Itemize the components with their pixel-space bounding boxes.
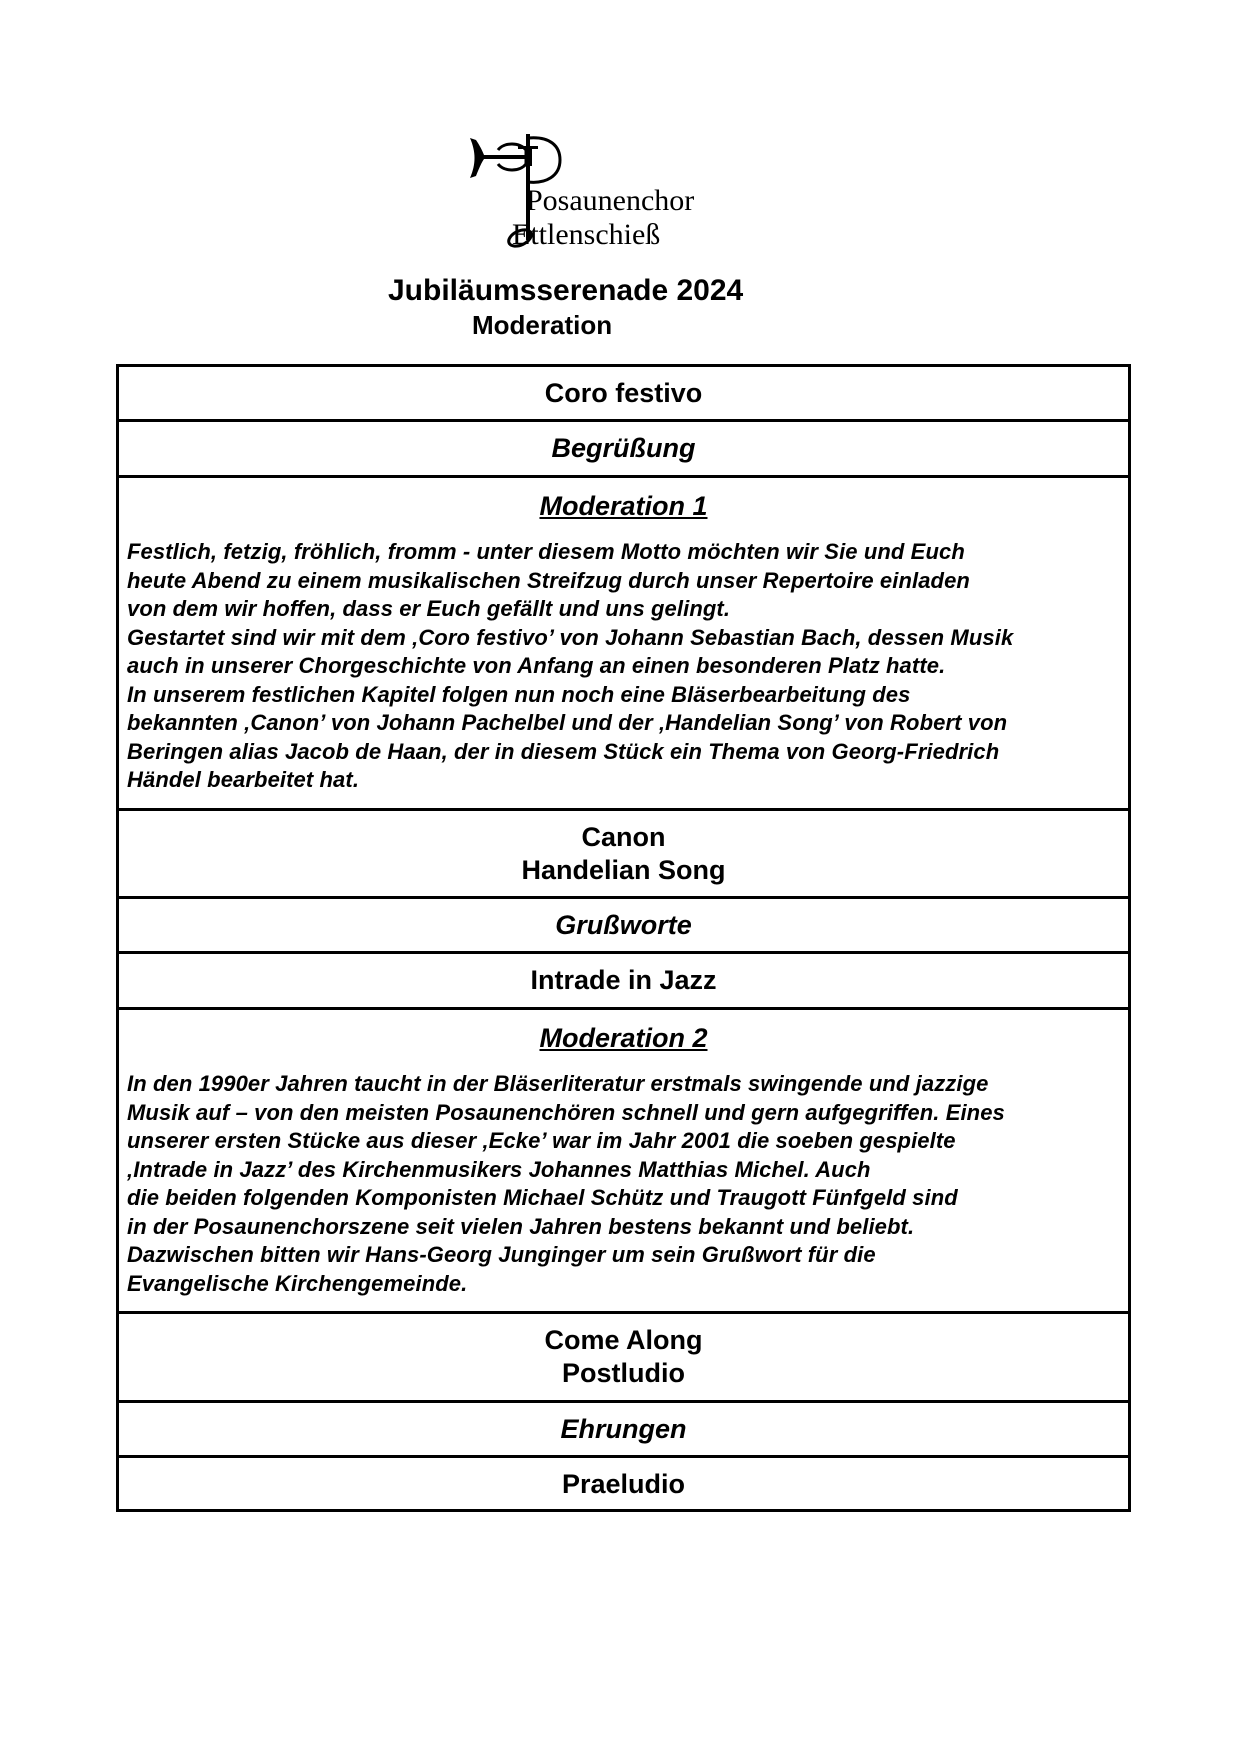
document-title: Jubiläumsserenade 2024 (388, 274, 744, 307)
logo-text-ettlenschiess: Ettlenschieß (512, 218, 661, 251)
program-row-praeludio (119, 1458, 1128, 1510)
moderation-1-text: Festlich, fetzig, fröhlich, fromm - unter diesem Motto möchten wir Sie und Euch heute Abend zu einem musikalischen Streifzug durch unser Repertoire einladen von dem wir hoffen, dass er Euch gefällt und uns gelingt. Gestartet sind wir mit dem ‚Coro festivo’ von Johann Sebastian Bach, dessen Musik auch in unserer Chorgeschichte von Anfang an einen besonderen Platz hatte. In unserem festlichen Kapitel folgen nun noch eine Bläserbearbeitung des bekannten ‚Canon’ von Johann Pachelbel und der ‚Handelian Song’ von Robert von Beringen alias Jacob de Haan, der in diesem Stück ein Thema von Georg-Friedrich Händel bearbeitet hat. (127, 539, 1014, 792)
program-row-intrade-in-jazz (119, 954, 1128, 1010)
program-row-grussworte (119, 899, 1128, 954)
item-begruessung: Begrüßung (551, 433, 696, 463)
program-row-come-along-postludio (119, 1314, 1128, 1403)
program-row-moderation-2 (119, 1010, 1128, 1314)
posaunenchor-logo (468, 132, 708, 254)
document-subtitle: Moderation (472, 310, 613, 340)
piece-come-along: Come Along (544, 1325, 703, 1355)
program-row-coro-festivo (119, 367, 1128, 422)
moderation-2-text: In den 1990er Jahren taucht in der Bläserliteratur erstmals swingende und jazzige Musik auf – von den meisten Posaunenchören schnell und gern aufgegriffen. Eines unserer ersten Stücke aus dieser ‚Ecke’ war im Jahr 2001 die soeben gespielte ‚Intrade in Jazz’ des Kirchenmusikers Johannes Matthias Michel. Auch die beiden folgenden Komponisten Michael Schütz und Traugott Fünfgeld sind in der Posaunenchorszene seit vielen Jahren bestens bekannt und beliebt. Dazwischen bitten wir Hans-Georg Junginger um sein Grußwort für die Evangelische Kirchengemeinde. (127, 1071, 1005, 1296)
item-grussworte: Grußworte (555, 909, 692, 940)
piece-praeludio: Praeludio (561, 1468, 686, 1499)
piece-handelian-song: Handelian Song (521, 854, 726, 885)
piece-canon: Canon (581, 821, 666, 852)
program-table (116, 364, 1131, 1512)
logo-text-posaunenchor: Posaunenchor (526, 184, 695, 217)
moderation-1-heading: Moderation 1 (539, 491, 708, 521)
program-row-moderation-1 (119, 478, 1128, 811)
program-row-ehrungen (119, 1403, 1128, 1458)
piece-intrade-in-jazz: Intrade in Jazz (530, 965, 717, 995)
piece-coro-festivo: Coro festivo (544, 377, 703, 408)
piece-postludio: Postludio (562, 1358, 685, 1388)
program-row-canon-handelian (119, 811, 1128, 899)
item-ehrungen: Ehrungen (560, 1413, 687, 1444)
program-row-begruessung (119, 422, 1128, 478)
moderation-2-heading: Moderation 2 (539, 1023, 708, 1053)
